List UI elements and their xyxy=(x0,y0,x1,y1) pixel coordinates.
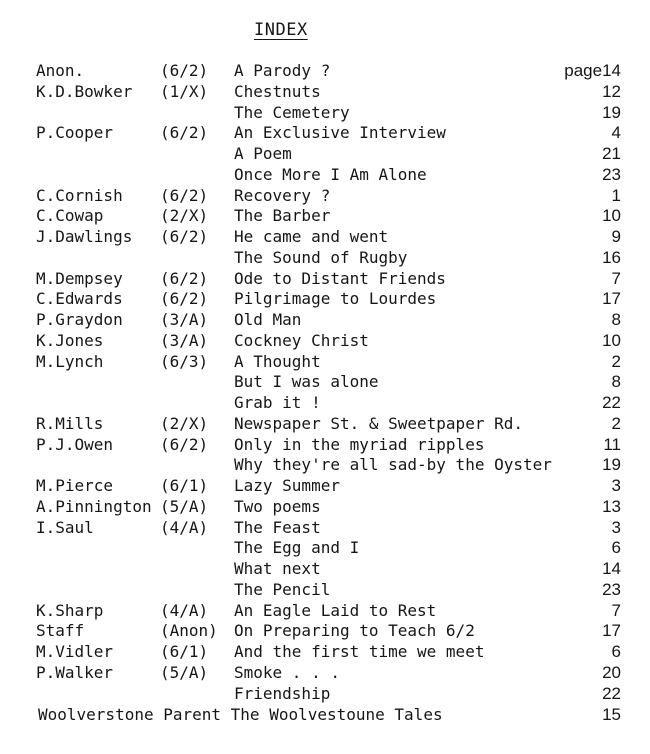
index-row xyxy=(0,393,650,414)
author-name: J.Dawlings xyxy=(36,227,133,246)
page-number: 7 xyxy=(611,600,621,620)
index-row xyxy=(0,642,650,663)
index-row xyxy=(0,580,650,601)
index-row xyxy=(0,476,650,497)
work-title: The Cemetery xyxy=(234,102,350,122)
work-title: Two poems xyxy=(234,496,321,516)
index-row xyxy=(0,310,650,331)
index-row xyxy=(0,186,650,207)
page-number: 16 xyxy=(602,247,621,267)
index-row xyxy=(0,372,650,393)
work-title: What next xyxy=(234,559,321,578)
page-number: 17 xyxy=(602,289,621,309)
work-title: A Poem xyxy=(234,144,292,163)
author-name: K.D.Bowker xyxy=(36,81,133,101)
author-name: K.Sharp xyxy=(36,600,104,620)
work-title: Newspaper St. & Sweetpaper Rd. xyxy=(234,413,523,433)
page-number: 6 xyxy=(611,538,621,558)
author-name: P.J.Owen xyxy=(36,434,114,454)
index-row xyxy=(0,352,650,373)
index-row xyxy=(0,248,650,269)
work-title: The Egg and I xyxy=(234,538,360,558)
work-title: The Barber xyxy=(234,206,331,226)
work-title: A Thought xyxy=(234,351,321,371)
work-title: The Feast xyxy=(234,517,321,537)
author-name: C.Cornish xyxy=(36,185,123,205)
form-label: (6/2) xyxy=(160,123,209,143)
form-label: (6/2) xyxy=(160,268,209,288)
page-number: 22 xyxy=(602,393,621,412)
form-label: (Anon) xyxy=(160,621,218,641)
index-row xyxy=(0,601,650,622)
form-label: (3/A) xyxy=(160,310,209,329)
work-title: Chestnuts xyxy=(234,81,321,101)
author-name: Staff xyxy=(36,621,85,641)
form-label: (5/A) xyxy=(160,662,209,682)
page-number: 1 xyxy=(611,185,621,205)
index-row xyxy=(0,144,650,165)
work-title: A Parody ? xyxy=(234,61,331,80)
work-title: An Exclusive Interview xyxy=(234,123,446,143)
index-row xyxy=(0,538,650,559)
footer-entry: Woolverstone Parent The Woolvestoune Tales xyxy=(38,705,443,724)
author-name: C.Edwards xyxy=(36,289,123,309)
form-label: (5/A) xyxy=(160,496,209,516)
index-row xyxy=(0,103,650,124)
index-row xyxy=(0,435,650,456)
author-name: M.Vidler xyxy=(36,642,114,661)
index-row xyxy=(0,227,650,248)
page-number: 9 xyxy=(611,227,621,246)
page-number: 7 xyxy=(611,268,621,288)
author-name: A.Pinnington xyxy=(36,496,152,516)
index-row xyxy=(0,497,650,518)
author-name: R.Mills xyxy=(36,413,104,433)
page-number: 19 xyxy=(602,455,621,475)
page-number: 19 xyxy=(602,102,621,122)
form-label: (3/A) xyxy=(160,330,209,350)
index-table xyxy=(0,61,650,704)
work-title: Grab it ! xyxy=(234,393,321,412)
author-name: M.Pierce xyxy=(36,476,114,495)
page-number: 17 xyxy=(602,621,621,641)
form-label: (4/A) xyxy=(160,600,209,620)
author-name: P.Graydon xyxy=(36,310,123,329)
work-title: But I was alone xyxy=(234,372,379,392)
index-row xyxy=(0,269,650,290)
work-title: He came and went xyxy=(234,227,389,246)
index-row xyxy=(0,123,650,144)
index-row xyxy=(0,518,650,539)
work-title: And the first time we meet xyxy=(234,642,485,661)
page-number: 4 xyxy=(611,123,621,143)
index-row xyxy=(0,455,650,476)
work-title: Ode to Distant Friends xyxy=(234,268,446,288)
form-label: (2/X) xyxy=(160,206,209,226)
author-name: I.Saul xyxy=(36,517,94,537)
work-title: Old Man xyxy=(234,310,302,329)
page-number: 12 xyxy=(602,81,621,101)
page-number: page14 xyxy=(564,61,621,80)
index-row xyxy=(0,82,650,103)
author-name: C.Cowap xyxy=(36,206,104,226)
page-number: 8 xyxy=(611,372,621,392)
form-label: (6/2) xyxy=(160,289,209,309)
index-row xyxy=(0,414,650,435)
form-label: (6/2) xyxy=(160,434,209,454)
work-title: The Sound of Rugby xyxy=(234,247,408,267)
form-label: (2/X) xyxy=(160,413,209,433)
form-label: (6/2) xyxy=(160,185,209,205)
work-title: Cockney Christ xyxy=(234,330,369,350)
index-row xyxy=(0,331,650,352)
form-label: (6/2) xyxy=(160,227,209,246)
work-title: The Pencil xyxy=(234,579,331,599)
page-number: 6 xyxy=(611,642,621,661)
author-name: P.Cooper xyxy=(36,123,114,143)
author-name: M.Dempsey xyxy=(36,268,123,288)
page-number: 23 xyxy=(602,579,621,599)
work-title: Friendship xyxy=(234,683,331,703)
page-number: 3 xyxy=(611,476,621,495)
work-title: An Eagle Laid to Rest xyxy=(234,600,437,620)
form-label: (1/X) xyxy=(160,81,209,101)
author-name: P.Walker xyxy=(36,662,114,682)
work-title: Recovery ? xyxy=(234,185,331,205)
page-number: 22 xyxy=(602,683,621,703)
form-label: (6/1) xyxy=(160,642,209,661)
page-number: 14 xyxy=(602,559,621,578)
work-title: Pilgrimage to Lourdes xyxy=(234,289,437,309)
form-label: (6/1) xyxy=(160,476,209,495)
work-title: Once More I Am Alone xyxy=(234,164,427,184)
work-title: Lazy Summer xyxy=(234,476,340,495)
index-row xyxy=(0,684,650,705)
footer-page-number: 15 xyxy=(602,705,621,724)
form-label: (6/3) xyxy=(160,351,209,371)
page-number: 8 xyxy=(611,310,621,329)
author-name: K.Jones xyxy=(36,330,104,350)
index-title: INDEX xyxy=(254,20,308,40)
author-name: M.Lynch xyxy=(36,351,104,371)
index-row xyxy=(0,663,650,684)
form-label: (4/A) xyxy=(160,517,209,537)
work-title: Why they're all sad-by the Oyster xyxy=(234,455,552,475)
page-number: 23 xyxy=(602,164,621,184)
page-number: 13 xyxy=(602,496,621,516)
page-number: 21 xyxy=(602,144,621,163)
index-row xyxy=(0,621,650,642)
index-row xyxy=(0,165,650,186)
page-number: 10 xyxy=(602,330,621,350)
index-row xyxy=(0,559,650,580)
work-title: Only in the myriad ripples xyxy=(234,434,485,454)
page-number: 3 xyxy=(611,517,621,537)
page-number: 11 xyxy=(603,434,621,454)
index-row xyxy=(0,206,650,227)
page-number: 20 xyxy=(602,662,621,682)
author-name: Anon. xyxy=(36,61,85,80)
index-row xyxy=(0,61,650,82)
work-title: On Preparing to Teach 6/2 xyxy=(234,621,475,641)
form-label: (6/2) xyxy=(160,61,209,80)
page-number: 2 xyxy=(611,351,621,371)
work-title: Smoke . . . xyxy=(234,662,340,682)
page-number: 10 xyxy=(602,206,621,226)
page-number: 2 xyxy=(611,413,621,433)
index-row xyxy=(0,289,650,310)
